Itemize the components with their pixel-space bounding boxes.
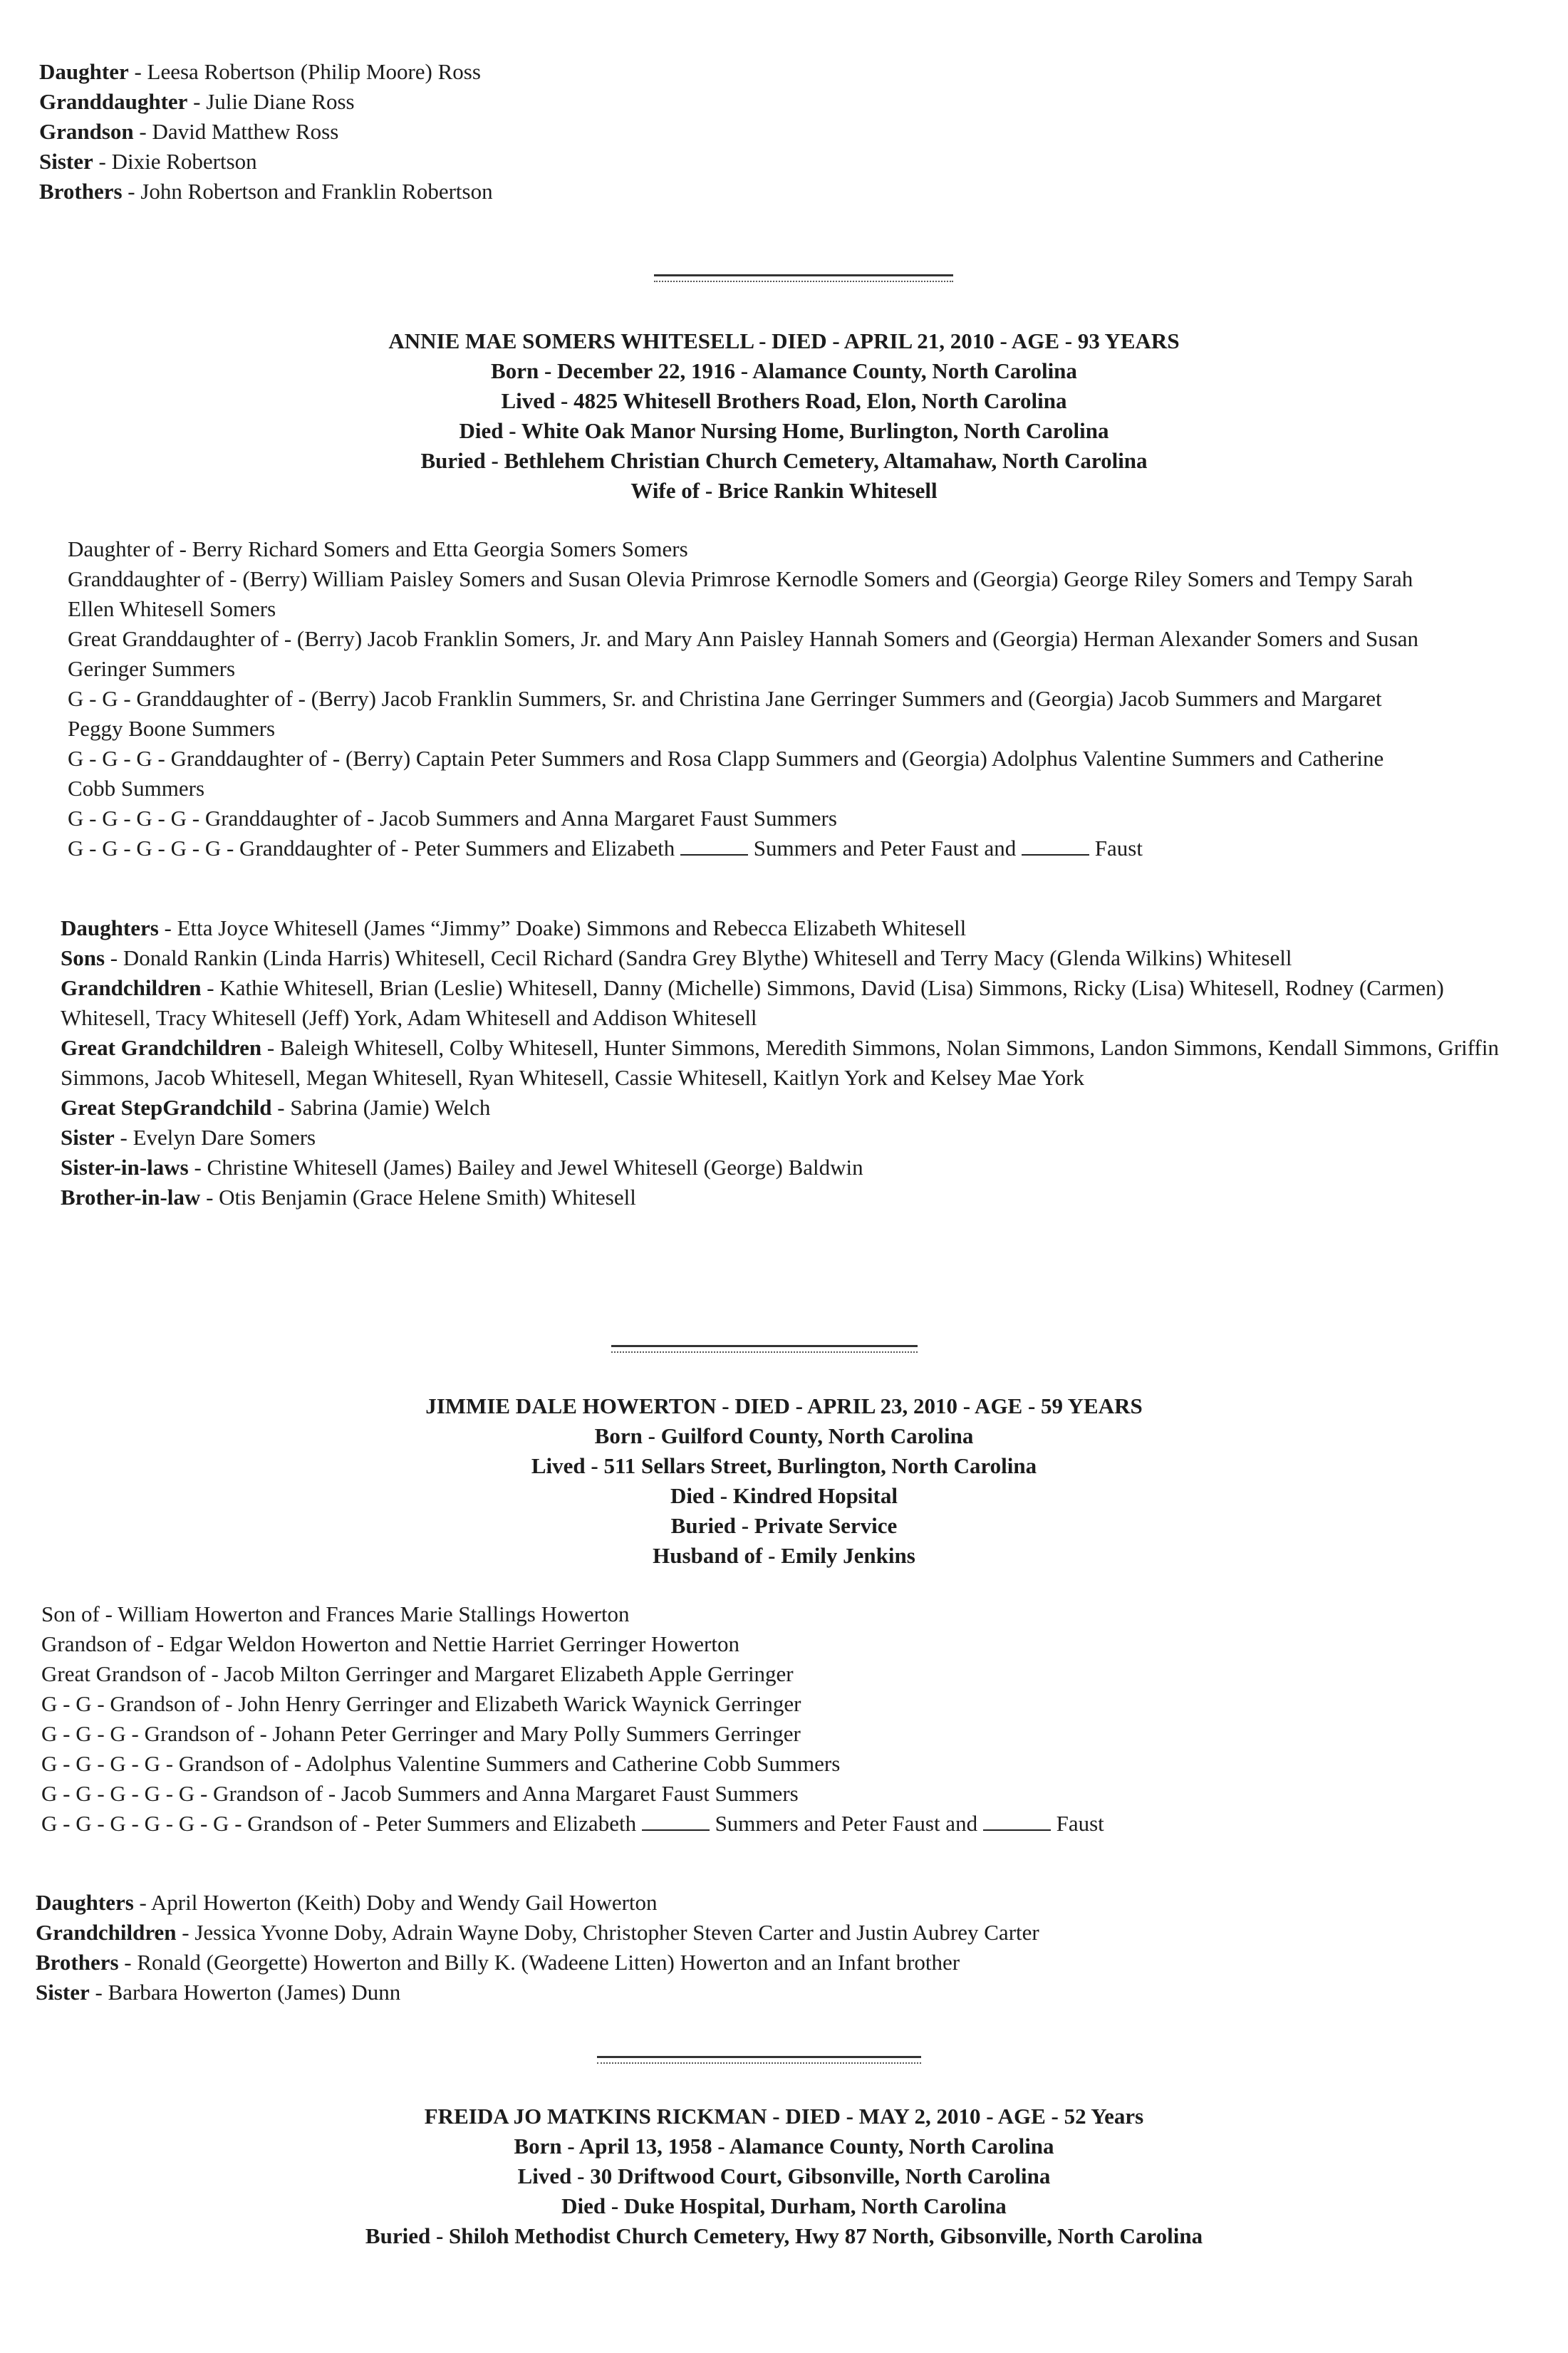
lineage-line: Great Granddaughter of - (Berry) Jacob Franklin Somers, Jr. and Mary Ann Paisley Hannah Somers and (Georgia) Herman Alexander Somers and Susan Geringer Summers: [68, 626, 1418, 681]
jimmie-title: JIMMIE DALE HOWERTON - DIED - APRIL 23, 2010 - AGE - 59 YEARS: [425, 1393, 1143, 1418]
freida-died: Died - Duke Hospital, Durham, North Carolina: [561, 2193, 1007, 2218]
annie-lineage: [0, 534, 1428, 863]
lineage-line: G - G - G - Granddaughter of - (Berry) Captain Peter Summers and Rosa Clapp Summers and (Georgia) Adolphus Valentine Summers and Catherine Cobb Summers: [68, 746, 1384, 801]
lineage-line: Daughter of - Berry Richard Somers and Etta Georgia Somers Somers: [68, 536, 688, 561]
lineage-line: G - G - G - G - Grandson of - Adolphus Valentine Summers and Catherine Cobb Summers: [41, 1751, 841, 1776]
lineage-line: Granddaughter of - (Berry) William Paisley Somers and Susan Olevia Primrose Kernodle Somers and (Georgia) George Riley Somers and Tempy Sarah Ellen Whitesell Somers: [68, 566, 1413, 621]
freida-born: Born - April 13, 1958 - Alamance County, North Carolina: [514, 2134, 1054, 2159]
family-line: Brothers - Ronald (Georgette) Howerton and Billy K. (Wadeene Litten) Howerton and an Infant brother: [36, 1950, 960, 1975]
section-divider: [654, 274, 953, 282]
jimmie-died: Died - Kindred Hopsital: [670, 1483, 898, 1508]
family-line: Sister-in-laws - Christine Whitesell (James) Bailey and Jewel Whitesell (George) Baldwin: [61, 1155, 863, 1180]
freida-header: [0, 2102, 1568, 2251]
freida-lived: Lived - 30 Driftwood Court, Gibsonville, North Carolina: [517, 2164, 1051, 2188]
lineage-line: Son of - William Howerton and Frances Marie Stallings Howerton: [41, 1601, 630, 1626]
relative-line: Brothers - John Robertson and Franklin Robertson: [39, 179, 493, 204]
relative-line: Grandson - David Matthew Ross: [39, 119, 339, 144]
family-line: Great StepGrandchild - Sabrina (Jamie) Welch: [61, 1095, 491, 1120]
section-divider: [597, 2056, 921, 2064]
annie-died: Died - White Oak Manor Nursing Home, Burlington, North Carolina: [459, 418, 1109, 443]
annie-header: [0, 326, 1568, 506]
family-line: Sons - Donald Rankin (Linda Harris) Whitesell, Cecil Richard (Sandra Grey Blythe) Whitesell and Terry Macy (Glenda Wilkins) Whitesell: [61, 945, 1292, 970]
relative-line: Sister - Dixie Robertson: [39, 149, 257, 174]
family-line: Sister - Evelyn Dare Somers: [61, 1125, 316, 1150]
lineage-line: Grandson of - Edgar Weldon Howerton and Nettie Harriet Gerringer Howerton: [41, 1631, 739, 1656]
jimmie-header: [0, 1391, 1568, 1571]
freida-title: FREIDA JO MATKINS RICKMAN - DIED - MAY 2, 2010 - AGE - 52 Years: [424, 2104, 1144, 2129]
family-line: Daughters - April Howerton (Keith) Doby and Wendy Gail Howerton: [36, 1890, 658, 1915]
lineage-line: Great Grandson of - Jacob Milton Gerringer and Margaret Elizabeth Apple Gerringer: [41, 1661, 794, 1686]
lineage-line: G - G - Granddaughter of - (Berry) Jacob Franklin Summers, Sr. and Christina Jane Gerringer Summers and (Georgia) Jacob Summers and Margaret Peggy Boone Summers: [68, 686, 1382, 741]
annie-born: Born - December 22, 1916 - Alamance County, North Carolina: [491, 358, 1077, 383]
annie-wife-of: Wife of - Brice Rankin Whitesell: [630, 478, 938, 503]
lineage-line: G - G - G - Grandson of - Johann Peter Gerringer and Mary Polly Summers Gerringer: [41, 1721, 801, 1746]
jimmie-family: [0, 1888, 1496, 2007]
family-line: Sister - Barbara Howerton (James) Dunn: [36, 1980, 401, 2005]
lineage-line: G - G - G - G - G - G - Grandson of - Peter Summers and Elizabeth Summers and Peter Faust and Faust: [41, 1811, 1104, 1836]
annie-lived: Lived - 4825 Whitesell Brothers Road, Elon, North Carolina: [501, 388, 1067, 413]
freida-buried: Buried - Shiloh Methodist Church Cemetery, Hwy 87 North, Gibsonville, North Carolina: [365, 2223, 1203, 2248]
jimmie-lineage: [0, 1599, 1466, 1839]
section-divider: [611, 1345, 918, 1353]
previous-entry-relatives: [0, 57, 1568, 207]
lineage-line: G - G - G - G - G - Grandson of - Jacob Summers and Anna Margaret Faust Summers: [41, 1781, 799, 1806]
lineage-line: G - G - G - G - Granddaughter of - Jacob Summers and Anna Margaret Faust Summers: [68, 806, 837, 831]
family-line: Grandchildren - Kathie Whitesell, Brian (Leslie) Whitesell, Danny (Michelle) Simmons, David (Lisa) Simmons, Ricky (Lisa) Whitesell, Rodney (Carmen) Whitesell, Tracy Whitesell (Jeff) York, Adam Whitesell and Addison Whitesell: [61, 975, 1444, 1030]
lineage-line: G - G - G - G - G - Granddaughter of - Peter Summers and Elizabeth Summers and Peter Faust and Faust: [68, 836, 1143, 861]
family-line: Great Grandchildren - Baleigh Whitesell, Colby Whitesell, Hunter Simmons, Meredith Simmons, Nolan Simmons, Landon Simmons, Kendall Simmons, Griffin Simmons, Jacob Whitesell, Megan Whitesell, Ryan Whitesell, Cassie Whitesell, Kaitlyn York and Kelsey Mae York: [61, 1035, 1499, 1090]
lineage-line: G - G - Grandson of - John Henry Gerringer and Elizabeth Warick Waynick Gerringer: [41, 1691, 801, 1716]
annie-family: [0, 913, 1514, 1212]
relative-line: Daughter - Leesa Robertson (Philip Moore) Ross: [39, 59, 481, 84]
jimmie-lived: Lived - 511 Sellars Street, Burlington, North Carolina: [531, 1453, 1037, 1478]
jimmie-husband-of: Husband of - Emily Jenkins: [653, 1543, 915, 1568]
annie-buried: Buried - Bethlehem Christian Church Cemetery, Altamahaw, North Carolina: [420, 448, 1148, 473]
family-line: Daughters - Etta Joyce Whitesell (James “Jimmy” Doake) Simmons and Rebecca Elizabeth Whitesell: [61, 915, 967, 940]
relative-line: Granddaughter - Julie Diane Ross: [39, 89, 355, 114]
family-line: Brother-in-law - Otis Benjamin (Grace Helene Smith) Whitesell: [61, 1185, 636, 1210]
jimmie-born: Born - Guilford County, North Carolina: [594, 1423, 974, 1448]
family-line: Grandchildren - Jessica Yvonne Doby, Adrain Wayne Doby, Christopher Steven Carter and Justin Aubrey Carter: [36, 1920, 1039, 1945]
annie-title: ANNIE MAE SOMERS WHITESELL - DIED - APRIL 21, 2010 - AGE - 93 YEARS: [388, 328, 1180, 353]
jimmie-buried: Buried - Private Service: [670, 1513, 898, 1538]
